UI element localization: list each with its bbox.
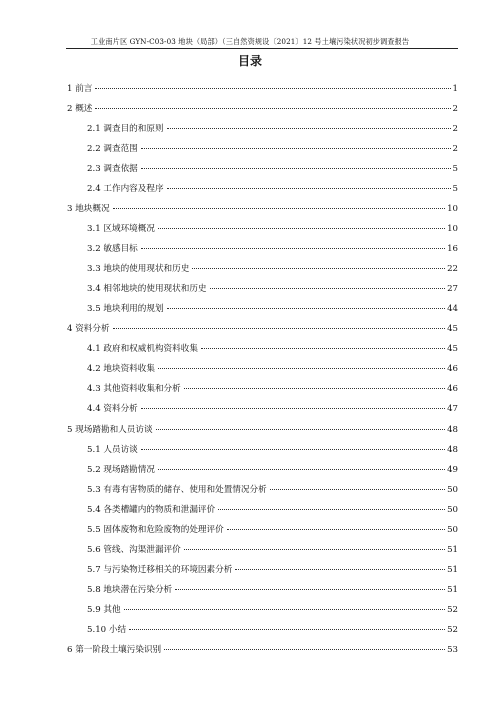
toc-entry[interactable] [0,163,500,176]
toc-entry-title: 2.2 调查范围 [87,144,138,155]
toc-entry[interactable] [0,83,500,96]
dot-leader [184,549,445,550]
toc-entry[interactable] [0,383,500,396]
toc-entry-page: 10 [447,224,458,235]
toc-entry-title: 5.6 管线、沟渠泄漏评价 [87,544,181,555]
toc-entry-page: 53 [447,644,458,655]
toc-entry-page: 2 [452,104,458,115]
dot-leader [184,388,445,389]
toc-entry[interactable] [0,584,500,597]
toc-entry[interactable] [0,303,500,316]
toc-entry-page: 46 [447,384,458,395]
toc-entry[interactable] [0,203,500,216]
toc-entry-page: 49 [447,464,458,475]
dot-leader [141,449,445,450]
toc-entry-page: 27 [447,284,458,295]
dot-leader [192,268,445,269]
toc-entry-title: 4.3 其他资料收集和分析 [87,384,181,395]
toc-entry-page: 22 [447,264,458,275]
toc-entry-title: 5.7 与污染物迁移相关的环境因素分析 [87,564,233,575]
toc-entry-page: 51 [447,564,458,575]
toc-entry-page: 52 [447,604,458,615]
dot-leader [156,429,446,430]
toc-entry[interactable] [0,263,500,276]
toc-entry-title: 6 第一阶段土壤污染识别 [67,644,162,655]
toc-entry-page: 51 [447,544,458,555]
page-header-text: 工业南片区 GYN-C03-03 地块（局部）（三自然资规设〔2021〕12 号土壤污染状况初步调查报告 [90,37,410,46]
toc-entry-title: 5.8 地块潜在污染分析 [87,584,173,595]
toc-entry-title: 3.1 区域环境概况 [87,224,155,235]
dot-leader [167,128,451,129]
toc-entry-title: 3.3 地块的使用现状和历史 [87,264,190,275]
header-rule [66,48,458,49]
toc-entry-title: 4 资料分析 [67,324,110,335]
toc-entry[interactable] [0,464,500,477]
dot-leader [201,348,445,349]
toc-entry[interactable] [0,544,500,557]
toc-entry-title: 2.3 调查依据 [87,164,138,175]
toc-entry-page: 10 [447,204,458,215]
toc-entry[interactable] [0,183,500,196]
toc-entry-title: 5.4 各类槽罐内的物质和泄漏评价 [87,504,216,515]
toc-entry-page: 50 [447,504,458,515]
dot-leader [95,108,450,109]
toc-entry-title: 1 前言 [67,84,93,94]
dot-leader [218,509,445,510]
toc-entry-page: 5 [452,184,458,195]
toc-entry-page: 50 [447,484,458,495]
toc-entry[interactable] [0,123,500,136]
toc-entry-title: 5.9 其他 [87,604,121,615]
dot-leader [235,569,445,570]
dot-leader [175,589,445,590]
dot-leader [113,328,445,329]
dot-leader [158,469,445,470]
dot-leader [158,368,445,369]
toc-entry-title: 3 地块概况 [67,204,110,215]
toc-entry-page: 45 [447,324,458,335]
dot-leader [113,208,445,209]
dot-leader [95,88,450,89]
toc-entry-title: 3.2 敏感目标 [87,244,138,255]
dot-leader [167,308,446,309]
toc-entry-title: 4.2 地块资料收集 [87,364,155,375]
toc-entry-title: 5.5 固体废物和危险废物的处理评价 [87,524,224,535]
toc-entry[interactable] [0,283,500,296]
toc-entry-title: 2.1 调查目的和原则 [87,124,164,135]
dot-leader [164,649,445,650]
toc-entry[interactable] [0,103,500,116]
toc-entry-page: 50 [447,524,458,535]
dot-leader [210,288,446,289]
toc-entry-page: 2 [452,124,458,135]
dot-leader [227,529,445,530]
toc-entry-title: 5.10 小结 [87,624,127,635]
toc-entry-page: 48 [447,424,458,435]
toc-entry-title: 5 现场踏勘和人员访谈 [67,424,153,435]
toc-entry[interactable] [0,524,500,537]
dot-leader [141,168,451,169]
toc-entry[interactable] [0,243,500,256]
toc-entry[interactable] [0,484,500,497]
dot-leader [141,248,445,249]
toc-entry[interactable] [0,343,500,356]
dot-leader [141,148,451,149]
toc-entry[interactable] [0,564,500,577]
toc-entry-title: 3.5 地块利用的规划 [87,304,164,315]
toc-entry-title: 3.4 相邻地块的使用现状和历史 [87,284,207,295]
toc-entry-page: 2 [452,144,458,155]
toc-entry-title: 4.1 政府和权威机构资料收集 [87,344,198,355]
toc-entry-title: 4.4 资料分析 [87,404,138,415]
toc-entry[interactable] [0,143,500,156]
toc-entry[interactable] [0,323,500,336]
toc-entry-title: 5.2 现场踏勘情况 [87,464,155,475]
toc-entry[interactable] [0,624,500,637]
toc-entry-page: 51 [447,584,458,595]
toc-entry[interactable] [0,363,500,376]
toc-entry[interactable] [0,424,500,437]
toc-entry-page: 5 [452,164,458,175]
toc-entry-title: 2.4 工作内容及程序 [87,184,164,195]
toc-entry-page: 1 [452,84,458,94]
toc-entry-title: 5.3 有毒有害物质的储存、使用和处置情况分析 [87,484,267,495]
dot-leader [167,188,451,189]
toc-entry-page: 47 [447,404,458,415]
toc-entry[interactable] [0,644,500,657]
dot-leader [124,609,445,610]
toc-entry-page: 46 [447,364,458,375]
toc-entry-title: 2 概述 [67,104,93,115]
dot-leader [129,629,445,630]
dot-leader [141,408,445,409]
toc-entry[interactable] [0,223,500,236]
toc-title: 目录 [237,54,262,68]
toc-entry-page: 45 [447,344,458,355]
dot-leader [158,228,445,229]
toc-entry[interactable] [0,444,500,457]
toc-entry-page: 48 [447,444,458,455]
toc-entry[interactable] [0,504,500,517]
toc-entry-page: 52 [447,624,458,635]
toc-entry-title: 5.1 人员访谈 [87,444,138,455]
toc-entry-page: 16 [447,244,458,255]
dot-leader [270,489,445,490]
toc-entry[interactable] [0,604,500,617]
toc-entry-page: 44 [447,304,458,315]
toc-entry[interactable] [0,403,500,416]
